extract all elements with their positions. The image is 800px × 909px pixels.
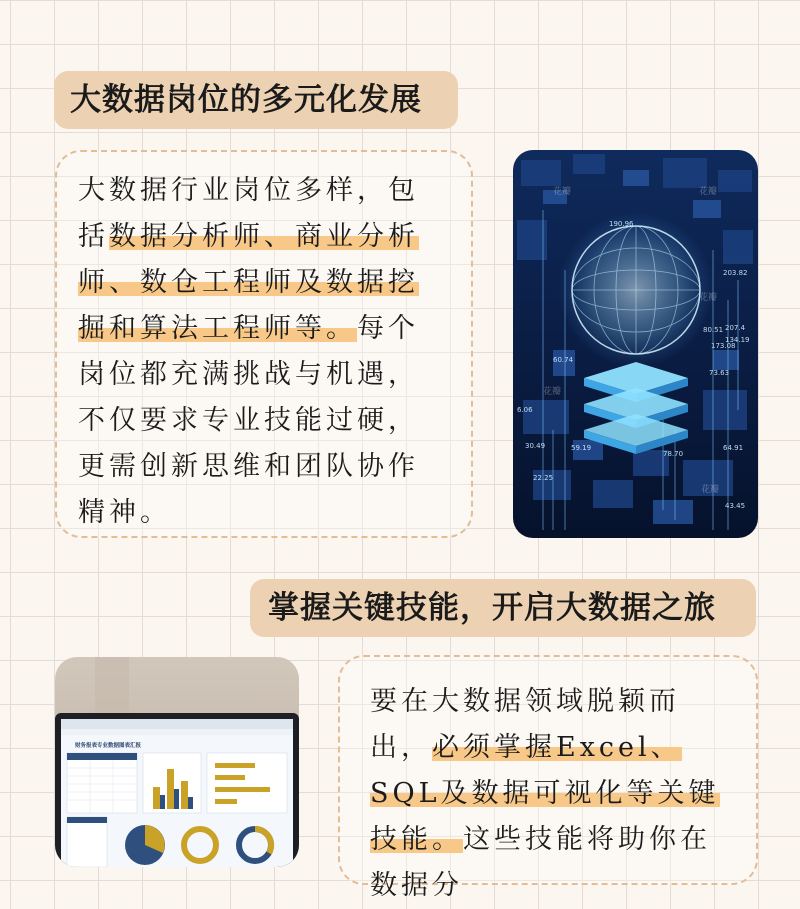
watermark-label: 花瓣 (553, 187, 572, 197)
roles-text-highlight: 数据分析师、商业分析师、数仓工程师及数据挖掘和算法工程师等。 (78, 221, 419, 344)
server-number: 190.96 (609, 220, 634, 228)
server-number: 207.4 (725, 324, 746, 332)
server-number: 78.70 (663, 450, 684, 458)
skills-paragraph (370, 679, 740, 909)
data-globe-image (513, 150, 758, 538)
section-heading-diversified-roles: 大数据岗位的多元化发展 (54, 71, 458, 129)
section-heading-key-skills: 掌握关键技能，开启大数据之旅 (250, 579, 756, 637)
watermark-label: 花瓣 (543, 387, 562, 397)
roles-text-intro: 大数据行业岗位多样，包括 (78, 175, 419, 252)
server-number: 173.08 (711, 342, 736, 350)
server-number: 43.45 (725, 502, 746, 510)
server-number: 6.06 (517, 406, 533, 414)
laptop-dashboard-image (55, 657, 299, 867)
roles-text-outro: 每个岗位都充满挑战与机遇，不仅要求专业技能过硬，更需创新思维和团队协作精神。 (78, 313, 419, 528)
watermark-label: 花瓣 (699, 187, 718, 197)
skills-text-outro: 这些技能将助你在数据分 (370, 824, 711, 901)
server-number: 134.19 (725, 336, 750, 344)
roles-paragraph (78, 168, 448, 536)
server-number: 59.19 (571, 444, 592, 452)
dashboard-title: 财务报表专业数据图表汇报 (75, 743, 142, 749)
skills-text-highlight: 必须掌握Excel、SQL及数据可视化等关键技能。 (370, 732, 720, 855)
skills-text-intro: 要在大数据领域脱颖而出， (370, 686, 680, 763)
server-number: 22.25 (533, 474, 554, 482)
watermark-label: 花瓣 (699, 293, 718, 303)
watermark-label: 花瓣 (701, 485, 720, 495)
server-number: 30.49 (525, 442, 546, 450)
server-number: 73.63 (709, 369, 730, 377)
server-number: 203.82 (723, 269, 748, 277)
server-number: 60.74 (553, 356, 574, 364)
server-number: 64.91 (723, 444, 744, 452)
server-number: 80.51 (703, 326, 724, 334)
